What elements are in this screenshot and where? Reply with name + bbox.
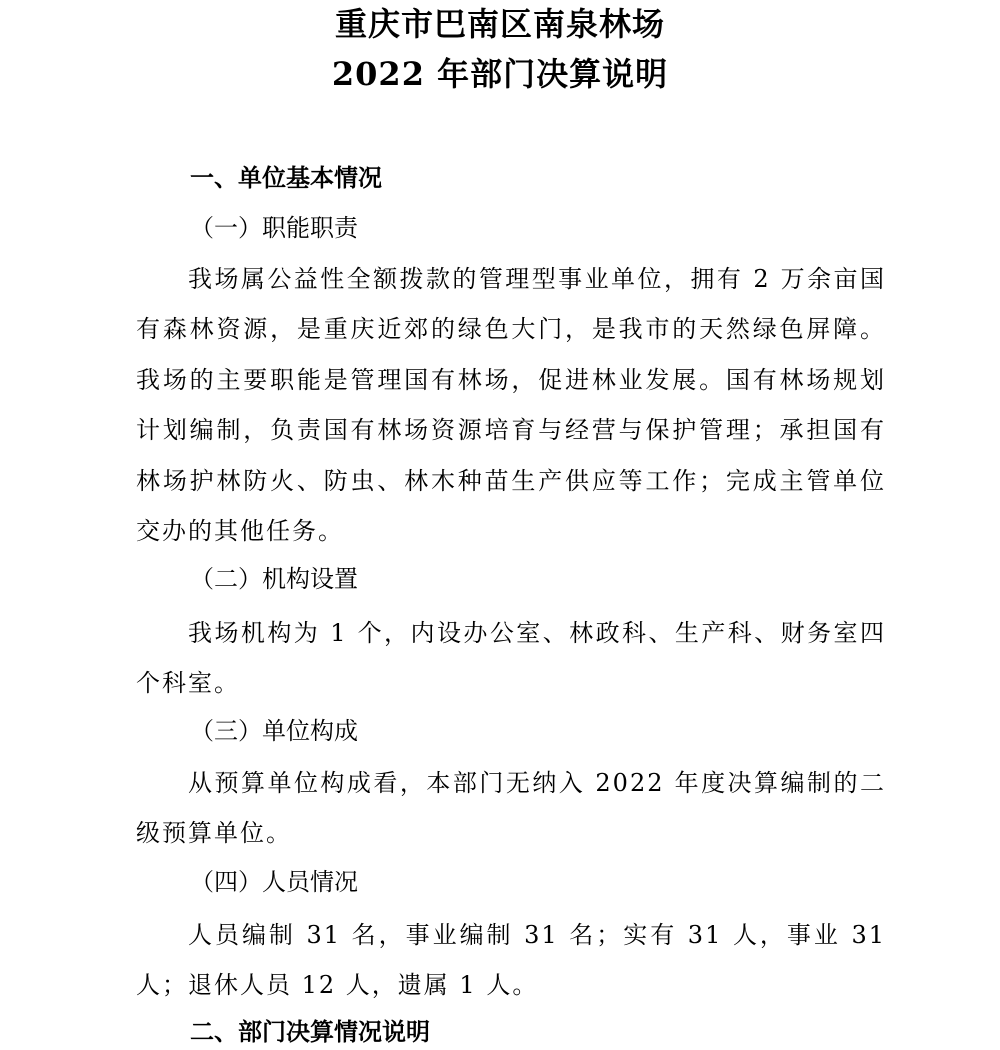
subsection-heading-personnel: （四）人员情况 bbox=[190, 868, 358, 896]
paragraph-functions: 我场属公益性全额拨款的管理型事业单位，拥有 2 万余亩国有森林资源，是重庆近郊的绿色大门，是我市的天然绿色屏障。我场的主要职能是管理国有林场，促进林业发展。国有林场规划计划编制，负责国有林场资源培育与经营与保护管理；承担国有林场护林防火、防虫、林木种苗生产供应等工作；完成主管单位交办的其他任务。 bbox=[136, 265, 886, 546]
subsection-heading-organization: （二）机构设置 bbox=[190, 565, 358, 593]
subsection-heading-functions: （一）职能职责 bbox=[190, 214, 358, 242]
document-title-line1: 重庆市巴南区南泉林场 bbox=[334, 5, 665, 43]
section-heading-basic-info: 一、单位基本情况 bbox=[190, 163, 382, 192]
document-title-line2: 2022 年部门决算说明 bbox=[331, 55, 669, 93]
subsection-heading-composition: （三）单位构成 bbox=[190, 717, 358, 745]
paragraph-composition: 从预算单位构成看，本部门无纳入 2022 年度决算编制的二级预算单位。 bbox=[136, 769, 886, 848]
section-heading-final-accounts: 二、部门决算情况说明 bbox=[190, 1017, 430, 1046]
paragraph-organization: 我场机构为 1 个，内设办公室、林政科、生产科、财务室四个科室。 bbox=[136, 619, 886, 698]
paragraph-personnel: 人员编制 31 名，事业编制 31 名；实有 31 人，事业 31 人；退休人员 12 人，遗属 1 人。 bbox=[136, 921, 886, 1000]
